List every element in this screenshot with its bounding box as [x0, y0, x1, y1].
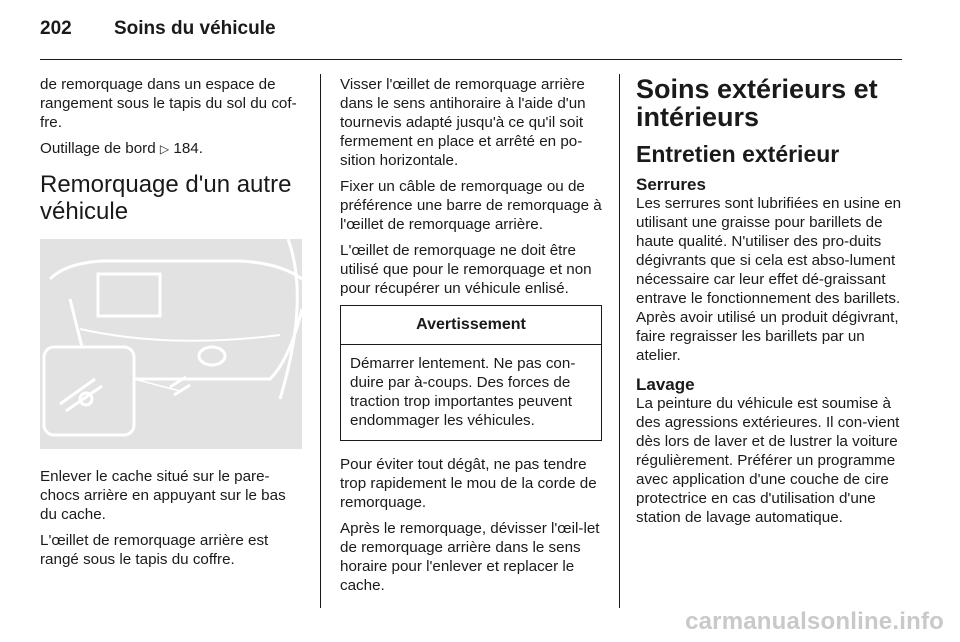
- paragraph: Les serrures sont lubrifiées en usine en utilisant une graisse pour barillets de haute qualité. N'utiliser des pro-duits dégivrants que si cela est abso-lument nécessaire car leur effet dé-graissant entrave le fonctionnement des barillets. Après avoir utilisé un produit dégivrant, faire regraisser les barillets par un atelier.: [636, 195, 902, 364]
- paragraph: L'œillet de remorquage arrière est rangé sous le tapis du coffre.: [40, 532, 269, 568]
- column-1: [40, 75, 304, 576]
- reference-page: 184.: [173, 140, 203, 157]
- reference-text: Outillage de bord: [40, 140, 156, 157]
- column-3: [636, 75, 904, 537]
- header-divider: [40, 59, 902, 60]
- column-2: [340, 75, 602, 602]
- paragraph: de remorquage dans un espace de rangement sous le tapis du sol du cof-fre.: [40, 76, 297, 131]
- section-heading: Remorquage d'un autre véhicule: [40, 171, 292, 225]
- subsection-heading: Entretien extérieur: [636, 141, 840, 167]
- paragraph: Après le remorquage, dévisser l'œil-let de remorquage arrière dans le sens horaire pour l'enlever et replacer le cache.: [340, 520, 600, 594]
- warning-box: [340, 305, 602, 441]
- warning-title: Avertissement: [341, 306, 601, 345]
- watermark: carmanualsonline.info: [685, 608, 944, 635]
- topic-heading: Serrures: [636, 175, 706, 194]
- paragraph: La peinture du véhicule est soumise à des agressions extérieures. Il con-vient dès lors de laver et de lustrer la voiture régulièrement. Préférer un programme avec application d'une couche de cire protectrice en cas d'utilisation d'une station de lavage automatique.: [636, 395, 900, 526]
- topic-heading: Lavage: [636, 375, 695, 394]
- paragraph-reference: [40, 139, 304, 159]
- page-reference-arrow-icon: ▷: [159, 142, 170, 156]
- paragraph: Pour éviter tout dégât, ne pas tendre trop rapidement le mou de la corde de remorquage.: [340, 456, 597, 511]
- paragraph: Enlever le cache situé sur le pare-chocs arrière en appuyant sur le bas du cache.: [40, 468, 286, 523]
- paragraph: L'œillet de remorquage ne doit être utilisé que pour le remorquage et non pour récupérer un véhicule enlisé.: [340, 242, 592, 297]
- column-divider-2: [619, 74, 620, 608]
- paragraph: Fixer un câble de remorquage ou de préférence une barre de remorquage à l'œillet de remorquage arrière.: [340, 178, 602, 233]
- page-number: 202: [40, 18, 72, 39]
- chapter-title: Soins du véhicule: [114, 18, 276, 39]
- rear-bumper-towing-eye-illustration: [40, 239, 302, 449]
- column-divider-1: [320, 74, 321, 608]
- section-heading: Soins extérieurs et intérieurs: [636, 74, 878, 132]
- paragraph: Visser l'œillet de remorquage arrière dans le sens antihoraire à l'aide d'un tournevis adapté jusqu'à ce qu'il soit fermement en place et arrêté en po-sition horizontale.: [340, 76, 586, 169]
- warning-body: Démarrer lentement. Ne pas con-duire par à-coups. Des forces de traction trop importantes peuvent endommager les véhicules.: [350, 355, 576, 429]
